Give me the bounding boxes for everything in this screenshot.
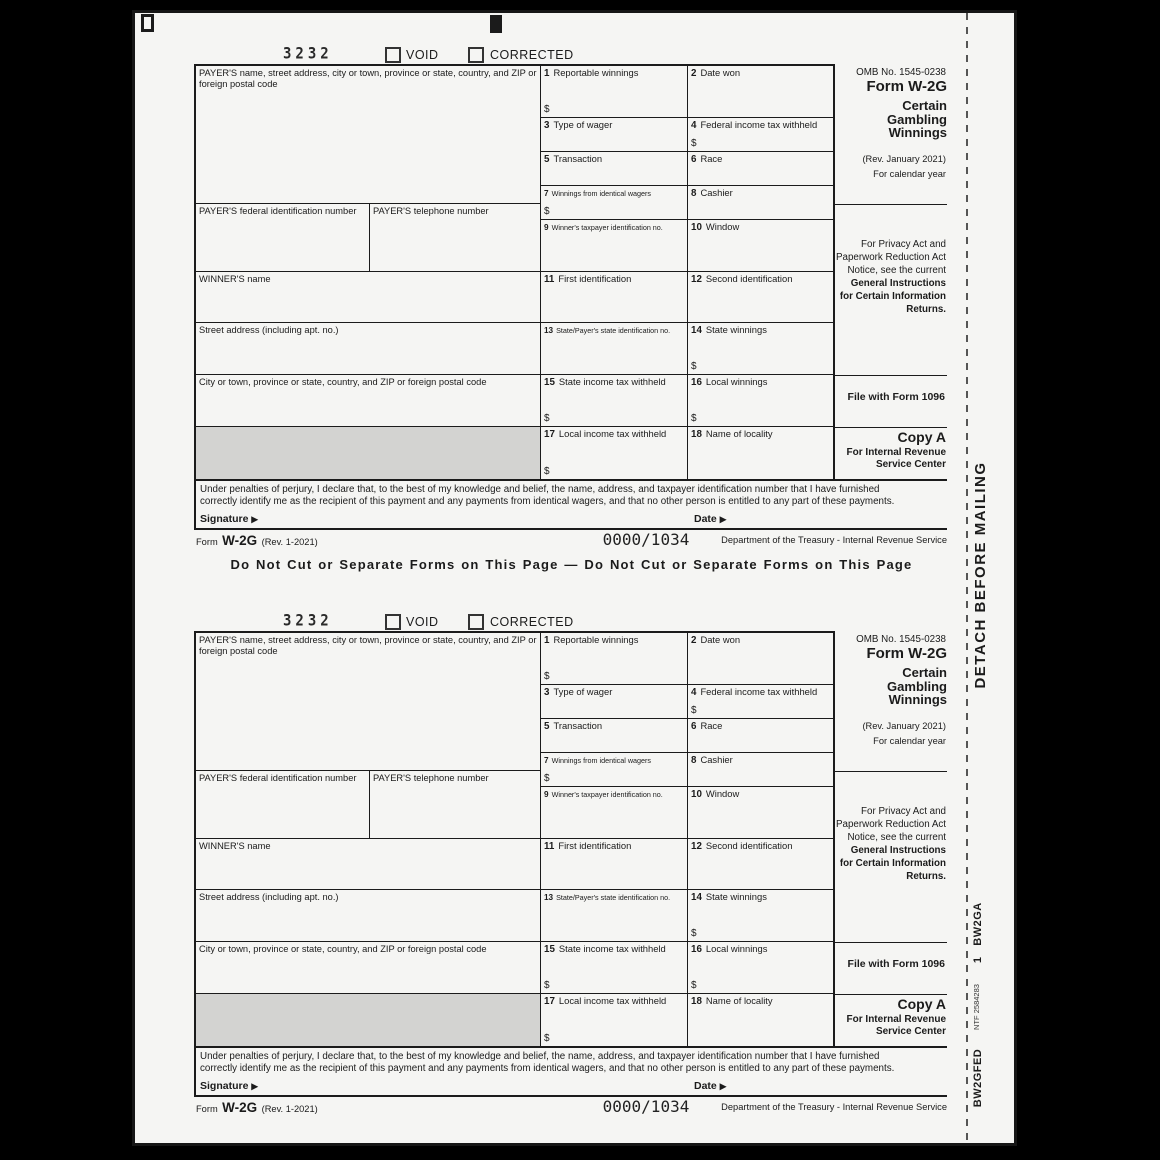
box-17-local-income-tax-withheld (541, 427, 688, 479)
corrected-checkbox[interactable] (468, 614, 484, 630)
dollar-sign: $ (544, 413, 550, 425)
date-arrow-icon: ▶ (719, 1081, 727, 1092)
box-number: 16 (691, 377, 702, 388)
footer-form-name: W-2G (222, 533, 258, 548)
box-1-reportable-winnings (541, 66, 688, 118)
perjury-line-1: Under penalties of perjury, I declare that, to the best of my knowledge and belief, the name, address, and taxpayer identification number that I have furnished (200, 1051, 880, 1062)
box-number: 14 (691, 325, 702, 336)
box-7-winnings-identical-wagers (541, 753, 688, 787)
payer-telephone-label: PAYER'S telephone number (373, 206, 489, 216)
file-with-form-1096: File with Form 1096 (847, 391, 945, 403)
street-address-cell (196, 323, 541, 375)
box-label: Winner's taxpayer identification no. (551, 790, 663, 799)
side-mark-product-code: BW2GFED (972, 1048, 984, 1108)
omb-number: OMB No. 1545-0238 (856, 67, 946, 78)
box-number: 6 (691, 154, 697, 165)
copy-a-label: Copy A (897, 429, 946, 445)
box-6-race (688, 719, 833, 753)
box-9-winner-taxpayer-id (541, 787, 688, 839)
box-label: State income tax withheld (558, 376, 666, 387)
info-divider (835, 771, 947, 772)
subtitle-line: Winnings (888, 125, 947, 140)
corrected-label: CORRECTED (490, 615, 574, 629)
box-number: 17 (544, 996, 555, 1007)
payer-name-address-cell (196, 66, 541, 204)
box-2-date-won (688, 633, 833, 685)
subtitle-line: Certain (902, 98, 947, 113)
privacy-notice-text: For Privacy Act and Paperwork Reduction Act Notice, see the current (836, 239, 946, 276)
box-number: 13 (544, 893, 554, 902)
dollar-sign: $ (544, 1033, 550, 1045)
box-label: Date won (700, 67, 741, 78)
form-subtitle (887, 666, 947, 707)
copy-a-sublabel (847, 447, 946, 470)
form-sheet (132, 10, 1017, 1146)
footer-form-word: Form (196, 1104, 218, 1114)
signature-arrow-icon: ▶ (251, 1081, 258, 1092)
box-number: 4 (691, 687, 697, 698)
box-number: 17 (544, 429, 555, 440)
perjury-line-2: correctly identify me as the recipient of this payment and any payments from identical wagers, and that no other person is entitled to any part of these payments. (200, 495, 895, 507)
box-label: State winnings (705, 324, 767, 335)
box-number: 15 (544, 377, 555, 388)
dollar-sign: $ (691, 705, 697, 717)
subtitle-line: Gambling (887, 111, 947, 127)
box-label: Race (700, 720, 723, 731)
right-info-column (835, 633, 947, 1046)
payer-name-address-label: PAYER'S name, street address, city or town, province or state, country, and ZIP or foreign postal code (199, 68, 537, 89)
omb-number: OMB No. 1545-0238 (856, 634, 946, 645)
box-number: 18 (691, 996, 702, 1007)
side-mark-sheet-number: 1 (972, 956, 984, 964)
box-10-window (688, 787, 833, 839)
box-4-federal-income-tax-withheld (688, 685, 833, 719)
perjury-statement-block (194, 479, 947, 530)
box-number: 7 (544, 756, 549, 765)
box-18-name-of-locality (688, 994, 833, 1046)
box-label: Local income tax withheld (558, 995, 667, 1006)
footer-catalog-code: 0000/1034 (602, 1097, 690, 1116)
dollar-sign: $ (691, 980, 697, 992)
box-16-local-winnings (688, 375, 833, 427)
winner-name-label: WINNER'S name (199, 274, 271, 284)
box-label: Reportable winnings (553, 634, 639, 645)
shaded-cell (196, 994, 541, 1046)
box-number: 3 (544, 687, 550, 698)
privacy-notice-bold: General Instructions for Certain Information Returns. (839, 278, 946, 315)
box-15-state-income-tax-withheld (541, 942, 688, 994)
footer-revision: (Rev. 1-2021) (261, 1104, 318, 1114)
box-number: 15 (544, 944, 555, 955)
payer-federal-id-label: PAYER'S federal identification number (199, 773, 357, 783)
footer-department: Department of the Treasury - Internal Revenue Service (721, 535, 947, 545)
copy-a-label: Copy A (897, 996, 946, 1012)
box-4-federal-income-tax-withheld (688, 118, 833, 152)
box-number: 18 (691, 429, 702, 440)
box-number: 2 (691, 68, 697, 79)
box-17-local-income-tax-withheld (541, 994, 688, 1046)
dollar-sign: $ (691, 361, 697, 373)
box-number: 2 (691, 635, 697, 646)
copy-a-subline: For Internal Revenue (846, 447, 946, 458)
side-mark-form-id: BW2GA (972, 902, 984, 946)
payer-federal-id-cell (196, 771, 370, 839)
do-not-cut-separator: Do Not Cut or Separate Forms on This Page — Do Not Cut or Separate Forms on This Page (230, 557, 913, 572)
box-number: 7 (544, 189, 549, 198)
box-8-cashier (688, 753, 833, 787)
box-9-winner-taxpayer-id (541, 220, 688, 272)
box-8-cashier (688, 186, 833, 220)
box-label: Second identification (705, 840, 793, 851)
box-label: Name of locality (705, 428, 773, 439)
street-address-cell (196, 890, 541, 942)
revision-date: (Rev. January 2021) (862, 721, 946, 731)
winner-name-label: WINNER'S name (199, 841, 271, 851)
box-label: Race (700, 153, 723, 164)
box-label: Cashier (700, 754, 733, 765)
box-5-transaction (541, 719, 688, 753)
void-label: VOID (406, 48, 439, 62)
privacy-notice-bold: General Instructions for Certain Information Returns. (839, 845, 946, 882)
form-subtitle (887, 99, 947, 140)
perjury-statement-block (194, 1046, 947, 1097)
w2g-form-copy (196, 46, 947, 551)
payer-telephone-cell (370, 771, 541, 839)
box-12-second-identification (688, 839, 833, 890)
dollar-sign: $ (544, 206, 550, 218)
payer-telephone-label: PAYER'S telephone number (373, 773, 489, 783)
dollar-sign: $ (544, 671, 550, 683)
box-number: 6 (691, 721, 697, 732)
dollar-sign: $ (544, 773, 550, 785)
box-label: Local income tax withheld (558, 428, 667, 439)
box-number: 9 (544, 790, 549, 799)
box-label: Local winnings (705, 943, 768, 954)
form-title: Form W-2G (866, 78, 947, 95)
box-number: 10 (691, 789, 702, 800)
dollar-sign: $ (544, 466, 550, 478)
box-label: Winnings from identical wagers (551, 189, 652, 198)
signature-text: Signature (200, 1080, 249, 1093)
winner-name-cell (196, 272, 541, 323)
box-18-name-of-locality (688, 427, 833, 479)
right-info-column (835, 66, 947, 479)
form-footer (196, 1099, 947, 1117)
box-label: Window (705, 221, 740, 232)
date-label (694, 1081, 726, 1093)
subtitle-line: Winnings (888, 692, 947, 707)
perjury-line-1: Under penalties of perjury, I declare that, to the best of my knowledge and belief, the name, address, and taxpayer identification number that I have furnished (200, 484, 880, 495)
calendar-year-label: For calendar year (873, 169, 946, 179)
box-number: 16 (691, 944, 702, 955)
subtitle-line: Certain (902, 665, 947, 680)
box-number: 1 (544, 635, 550, 646)
box-label: Reportable winnings (553, 67, 639, 78)
box-16-local-winnings (688, 942, 833, 994)
copy-a-subline: Service Center (875, 458, 946, 470)
box-number: 5 (544, 154, 550, 165)
box-label: Federal income tax withheld (700, 119, 818, 130)
box-7-winnings-identical-wagers (541, 186, 688, 220)
perjury-line-2: correctly identify me as the recipient of this payment and any payments from identical wagers, and that no other person is entitled to any part of these payments. (200, 1062, 895, 1074)
void-checkbox[interactable] (385, 614, 401, 630)
dollar-sign: $ (691, 413, 697, 425)
dollar-sign: $ (544, 980, 550, 992)
side-mark-ntf-number: NTF 2584283 (972, 984, 981, 1030)
void-label: VOID (406, 615, 439, 629)
box-number: 8 (691, 755, 697, 766)
city-state-zip-label: City or town, province or state, country, and ZIP or foreign postal code (199, 377, 487, 387)
box-10-window (688, 220, 833, 272)
box-number: 4 (691, 120, 697, 131)
perforation-dashed-line (966, 13, 968, 1143)
box-6-race (688, 152, 833, 186)
box-number: 11 (544, 841, 555, 852)
info-divider (835, 375, 947, 376)
payer-federal-id-cell (196, 204, 370, 272)
payer-name-address-label: PAYER'S name, street address, city or town, province or state, country, and ZIP or foreign postal code (199, 635, 537, 656)
dollar-sign: $ (691, 138, 697, 150)
box-number: 1 (544, 68, 550, 79)
box-14-state-winnings (688, 323, 833, 375)
box-label: Window (705, 788, 740, 799)
info-divider (835, 427, 947, 428)
box-label: Federal income tax withheld (700, 686, 818, 697)
box-12-second-identification (688, 272, 833, 323)
city-state-zip-label: City or town, province or state, country, and ZIP or foreign postal code (199, 944, 487, 954)
box-label: Local winnings (705, 376, 768, 387)
corrected-label: CORRECTED (490, 48, 574, 62)
street-address-label: Street address (including apt. no.) (199, 325, 339, 335)
date-arrow-icon: ▶ (719, 514, 727, 525)
footer-revision: (Rev. 1-2021) (261, 537, 318, 547)
info-divider (835, 942, 947, 943)
form-grid (194, 631, 835, 1048)
revision-date: (Rev. January 2021) (862, 154, 946, 164)
box-label: Type of wager (553, 686, 613, 697)
copy-a-subline: Service Center (875, 1025, 946, 1037)
payer-name-address-cell (196, 633, 541, 771)
box-11-first-identification (541, 839, 688, 890)
box-label: State winnings (705, 891, 767, 902)
footer-department: Department of the Treasury - Internal Revenue Service (721, 1102, 947, 1112)
box-label: Date won (700, 634, 741, 645)
box-number: 11 (544, 274, 555, 285)
payer-federal-id-label: PAYER'S federal identification number (199, 206, 357, 216)
box-number: 5 (544, 721, 550, 732)
signature-text: Signature (200, 513, 249, 526)
detach-before-mailing-label: DETACH BEFORE MAILING (972, 461, 989, 689)
footer-form-id (196, 532, 318, 550)
box-number: 12 (691, 841, 702, 852)
footer-form-name: W-2G (222, 1100, 258, 1115)
box-label: Winnings from identical wagers (551, 756, 652, 765)
box-label: Transaction (553, 153, 603, 164)
box-label: Name of locality (705, 995, 773, 1006)
footer-form-id (196, 1099, 318, 1117)
date-text: Date (694, 513, 717, 526)
signature-arrow-icon: ▶ (251, 514, 258, 525)
footer-catalog-code: 0000/1034 (602, 530, 690, 549)
box-label: Winner's taxpayer identification no. (551, 223, 663, 232)
info-divider (835, 204, 947, 205)
box-5-transaction (541, 152, 688, 186)
box-3-type-of-wager (541, 118, 688, 152)
void-checkbox[interactable] (385, 47, 401, 63)
form-title: Form W-2G (866, 645, 947, 662)
box-15-state-income-tax-withheld (541, 375, 688, 427)
copy-a-subline: For Internal Revenue (846, 1014, 946, 1025)
box-3-type-of-wager (541, 685, 688, 719)
box-label: First identification (558, 273, 632, 284)
privacy-notice-text: For Privacy Act and Paperwork Reduction Act Notice, see the current (836, 806, 946, 843)
box-number: 9 (544, 223, 549, 232)
corrected-checkbox[interactable] (468, 47, 484, 63)
box-1-reportable-winnings (541, 633, 688, 685)
copy-a-sublabel (847, 1014, 946, 1037)
street-address-label: Street address (including apt. no.) (199, 892, 339, 902)
file-with-form-1096: File with Form 1096 (847, 958, 945, 970)
box-number: 10 (691, 222, 702, 233)
dollar-sign: $ (691, 928, 697, 940)
calendar-year-label: For calendar year (873, 736, 946, 746)
dollar-sign: $ (544, 104, 550, 116)
city-state-zip-cell (196, 375, 541, 427)
box-label: State/Payer's state identification no. (556, 326, 671, 335)
box-label: Second identification (705, 273, 793, 284)
box-number: 14 (691, 892, 702, 903)
print-control-number: 3232 (283, 44, 333, 64)
box-label: State/Payer's state identification no. (556, 893, 671, 902)
w2g-form-copy (196, 613, 947, 1118)
shaded-cell (196, 427, 541, 479)
date-text: Date (694, 1080, 717, 1093)
box-13-state-payer-id (541, 323, 688, 375)
print-control-number: 3232 (283, 611, 333, 631)
box-label: Cashier (700, 187, 733, 198)
box-number: 13 (544, 326, 554, 335)
signature-label (200, 514, 258, 526)
winner-name-cell (196, 839, 541, 890)
payer-telephone-cell (370, 204, 541, 272)
box-label: State income tax withheld (558, 943, 666, 954)
info-divider (835, 994, 947, 995)
subtitle-line: Gambling (887, 678, 947, 694)
privacy-act-notice (836, 238, 946, 316)
box-label: Type of wager (553, 119, 613, 130)
box-number: 8 (691, 188, 697, 199)
form-grid (194, 64, 835, 481)
registration-mark-icon (141, 14, 154, 32)
form-footer (196, 532, 947, 550)
box-13-state-payer-id (541, 890, 688, 942)
box-label: Transaction (553, 720, 603, 731)
box-2-date-won (688, 66, 833, 118)
signature-label (200, 1081, 258, 1093)
privacy-act-notice (836, 805, 946, 883)
footer-form-word: Form (196, 537, 218, 547)
box-14-state-winnings (688, 890, 833, 942)
date-label (694, 514, 726, 526)
box-number: 3 (544, 120, 550, 131)
registration-mark-icon (490, 15, 502, 33)
box-label: First identification (558, 840, 632, 851)
city-state-zip-cell (196, 942, 541, 994)
box-11-first-identification (541, 272, 688, 323)
box-number: 12 (691, 274, 702, 285)
